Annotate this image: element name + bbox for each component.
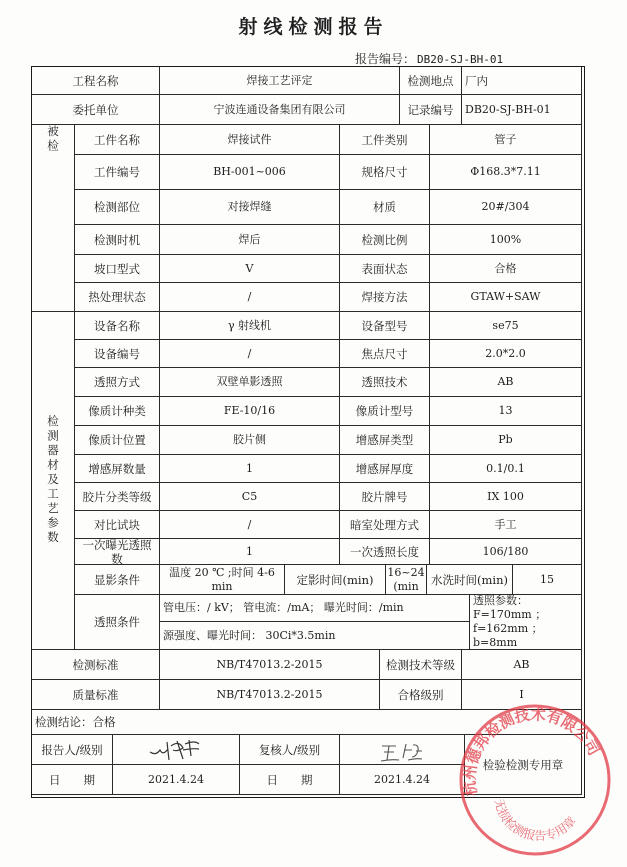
label-test-standard-text: 检测标准 (72, 657, 119, 672)
equipment-value (159, 482, 340, 511)
equipment-value-text: Pb (498, 433, 513, 446)
label-fix-time (284, 564, 386, 595)
equipment-value (159, 538, 340, 565)
equipment-value (429, 425, 582, 455)
label-reviewer-text: 复核人/级别 (258, 742, 321, 757)
equipment-value (429, 396, 582, 426)
seal-label-text: 检验检测专用章 (482, 757, 564, 772)
specimen-label (74, 189, 160, 225)
equipment-value-text: γ 射线机 (227, 318, 272, 332)
specimen-value-text: 20#/304 (481, 200, 530, 213)
equipment-label (339, 482, 430, 511)
specimen-value-text: GTAW+SAW (470, 290, 541, 303)
equipment-label-text: 像质计型号 (355, 404, 414, 418)
value-acceptance-grade (461, 679, 582, 710)
equipment-label (74, 396, 160, 426)
specimen-value (159, 282, 340, 312)
svg-text:杭州德邦检测技术有限公司: 杭州德邦检测技术有限公司 (460, 705, 604, 798)
report-number-label: 报告编号： (355, 52, 416, 66)
equipment-label (339, 510, 430, 539)
value-client (159, 94, 400, 125)
group-specimen (31, 124, 75, 312)
specimen-label (339, 282, 430, 312)
label-wash-time (426, 564, 513, 595)
equipment-label (339, 311, 430, 340)
specimen-value (159, 224, 340, 255)
specimen-label (74, 282, 160, 312)
equipment-value-text: 1 (246, 544, 253, 558)
specimen-label-text: 工件名称 (94, 132, 140, 147)
seal-label (464, 734, 582, 795)
value-exposure-tube-text: 管电压：/ kV； 管电流：/mA； 曝光时间：/min (163, 601, 404, 614)
equipment-value (159, 510, 340, 539)
equipment-label-text: 像质计位置 (88, 433, 146, 447)
label-quality-standard-text: 质量标准 (72, 687, 119, 702)
equipment-label (339, 538, 430, 565)
specimen-label-text: 工件类别 (361, 132, 408, 147)
equipment-label (74, 454, 160, 483)
equipment-value-text: 0.1/0.1 (486, 461, 525, 475)
specimen-label-text: 检测部位 (94, 200, 140, 214)
conclusion-text: 检测结论：合格 (35, 715, 116, 729)
specimen-value (159, 154, 340, 190)
value-exposure-source (159, 621, 470, 650)
equipment-label-text: 对比试块 (94, 517, 140, 532)
label-record-no (399, 94, 462, 125)
equipment-label (74, 482, 160, 511)
report-number-value: DB20-SJ-BH-01 (417, 53, 504, 66)
equipment-value-text: 1 (246, 461, 253, 475)
specimen-label (74, 224, 160, 255)
specimen-value-text: Φ168.3*7.11 (470, 165, 541, 178)
label-test-standard (31, 649, 160, 680)
value-exposure-params-text: 透照参数：F=170mm ； f=162mm ； b=8mm (473, 594, 547, 649)
value-test-standard-text: NB/T47013.2-2015 (216, 657, 323, 671)
equipment-label (74, 339, 160, 368)
label-fix-time-text: 定影时间(min) (296, 572, 374, 587)
specimen-label-text: 焊接方法 (361, 290, 408, 304)
specimen-value-text: 对接焊缝 (227, 200, 272, 213)
equipment-label-text: 暗室处理方式 (350, 517, 419, 532)
equipment-value-text: / (247, 346, 252, 360)
value-report-date (112, 764, 240, 795)
equipment-label (339, 425, 430, 455)
equipment-label-text: 一次曝光透照数 (82, 537, 152, 566)
specimen-value (429, 124, 582, 155)
label-report-date (31, 764, 113, 795)
label-client (31, 94, 160, 125)
specimen-value (429, 224, 582, 255)
value-record-no-text: DB20-SJ-BH-01 (465, 102, 551, 116)
label-quality-standard (31, 679, 160, 710)
specimen-label-text: 检测比例 (361, 232, 408, 247)
value-develop-condition-text: 温度 20 ℃ ;时间 4-6 min (169, 565, 275, 593)
value-exposure-tube (159, 594, 470, 622)
specimen-value (429, 189, 582, 225)
equipment-value (429, 367, 582, 397)
label-project-name-text: 工程名称 (72, 73, 119, 88)
group-equipment-text: 检测器材及工艺参数 (46, 415, 60, 546)
specimen-value-text: V (245, 261, 254, 275)
specimen-label-text: 检测时机 (94, 232, 140, 247)
label-project-name (31, 66, 160, 95)
equipment-value (159, 367, 340, 397)
equipment-value (159, 311, 340, 340)
value-fix-time (385, 564, 427, 595)
label-review-date-text: 日 期 (266, 772, 313, 787)
equipment-value (429, 454, 582, 483)
label-test-site-text: 检测地点 (407, 73, 454, 88)
equipment-label-text: 透照方式 (94, 375, 140, 389)
specimen-value (429, 282, 582, 312)
group-specimen-text: 被检 (46, 125, 60, 154)
value-test-standard (159, 649, 380, 680)
specimen-value-text: 焊接试件 (227, 132, 272, 146)
value-acceptance-grade-text: I (519, 687, 524, 701)
value-review-date-text: 2021.4.24 (374, 772, 430, 786)
label-wash-time-text: 水洗时间(min) (431, 572, 508, 587)
equipment-value (429, 482, 582, 511)
equipment-value (159, 396, 340, 426)
equipment-label-text: 一次透照长度 (350, 544, 419, 559)
specimen-value-text: BH-001~006 (213, 165, 286, 178)
specimen-value-text: 100% (489, 232, 522, 246)
specimen-label-text: 热处理状态 (88, 290, 146, 304)
value-test-site (461, 66, 582, 95)
equipment-label-text: 设备型号 (361, 318, 408, 333)
specimen-label-text: 材质 (373, 200, 396, 214)
specimen-label-text: 表面状态 (361, 261, 408, 276)
specimen-value (159, 124, 340, 155)
equipment-value-text: se75 (492, 318, 519, 332)
specimen-label-text: 工件编号 (94, 165, 140, 179)
label-develop-text: 显影条件 (94, 572, 140, 587)
value-quality-standard (159, 679, 380, 710)
label-exposure-text: 透照条件 (94, 615, 140, 629)
value-quality-standard-text: NB/T47013.2-2015 (216, 687, 323, 701)
value-develop-condition (159, 564, 285, 595)
equipment-label (74, 510, 160, 539)
equipment-value-text: AB (497, 375, 514, 388)
equipment-value (429, 339, 582, 368)
label-reviewer (239, 734, 340, 765)
specimen-label (339, 224, 430, 255)
value-project-name (159, 66, 400, 95)
equipment-value-text: 手工 (494, 517, 517, 531)
value-technique-grade-text: AB (513, 657, 530, 671)
label-reporter (31, 734, 113, 765)
label-technique-grade-text: 检测技术等级 (386, 657, 455, 672)
equipment-label-text: 增感屏类型 (355, 433, 414, 447)
report-title: 射线检测报告 (238, 16, 389, 38)
equipment-label (339, 367, 430, 397)
reviewer-signature-cell (339, 734, 465, 765)
specimen-label (74, 124, 160, 155)
conclusion (31, 709, 582, 735)
equipment-value (429, 311, 582, 340)
equipment-label (74, 425, 160, 455)
equipment-label (74, 538, 160, 565)
equipment-label (74, 367, 160, 397)
label-record-no-text: 记录编号 (407, 102, 454, 117)
svg-text:无损检测报告专用章: 无损检测报告专用章 (491, 797, 579, 844)
specimen-label-text: 规格尺寸 (361, 165, 408, 179)
reporter-signature-cell (112, 734, 240, 765)
value-test-site-text: 厂内 (465, 73, 488, 88)
label-develop (74, 564, 160, 595)
equipment-label-text: 透照技术 (361, 375, 408, 389)
equipment-label-text: 设备编号 (94, 346, 140, 361)
equipment-label-text: 胶片分类等级 (82, 489, 152, 504)
equipment-value-text: IX 100 (487, 489, 524, 503)
label-acceptance-grade (379, 679, 462, 710)
specimen-label (74, 154, 160, 190)
group-equipment (31, 311, 75, 650)
equipment-value-text: / (247, 517, 252, 531)
specimen-value (429, 154, 582, 190)
label-technique-grade (379, 649, 462, 680)
value-project-name-text: 焊接工艺评定 (246, 73, 313, 87)
value-report-date-text: 2021.4.24 (148, 772, 204, 786)
equipment-label-text: 胶片牌号 (361, 489, 408, 504)
equipment-label (339, 396, 430, 426)
specimen-label (339, 124, 430, 155)
equipment-value (429, 510, 582, 539)
label-client-text: 委托单位 (72, 102, 119, 117)
value-client-text: 宁波连通设备集团有限公司 (213, 102, 346, 116)
equipment-label (339, 339, 430, 368)
label-review-date (239, 764, 340, 795)
equipment-label-text: 增感屏数量 (88, 461, 146, 476)
value-exposure-params (469, 594, 582, 650)
value-exposure-source-text: 源强度、曝光时间： 30Ci*3.5min (163, 628, 336, 642)
equipment-value-text: 13 (498, 404, 513, 417)
equipment-value-text: C5 (241, 489, 258, 503)
specimen-value-text: / (247, 290, 252, 303)
specimen-value-text: 管子 (494, 132, 517, 146)
equipment-label-text: 像质计种类 (88, 404, 146, 418)
specimen-label (339, 154, 430, 190)
label-test-site (399, 66, 462, 95)
specimen-value (159, 189, 340, 225)
equipment-value-text: FE-10/16 (223, 404, 276, 417)
specimen-value (429, 254, 582, 283)
equipment-label-text: 增感屏厚度 (355, 461, 414, 476)
equipment-label-text: 焦点尺寸 (361, 346, 408, 361)
specimen-label (339, 254, 430, 283)
equipment-label (74, 311, 160, 340)
value-wash-time-text: 15 (540, 572, 554, 586)
specimen-label-text: 坡口型式 (94, 261, 140, 276)
specimen-value-text: 焊后 (238, 232, 261, 246)
equipment-value-text: 胶片侧 (233, 433, 266, 446)
label-reporter-text: 报告人/级别 (41, 742, 103, 757)
equipment-value (159, 454, 340, 483)
equipment-value-text: 双壁单影透照 (216, 375, 283, 388)
specimen-label (74, 254, 160, 283)
specimen-value (159, 254, 340, 283)
label-exposure (74, 594, 160, 650)
specimen-label (339, 189, 430, 225)
value-record-no (461, 94, 582, 125)
equipment-value (159, 425, 340, 455)
value-fix-time-text: 16~24 (min (387, 565, 425, 593)
equipment-value-text: 2.0*2.0 (485, 346, 526, 360)
specimen-value-text: 合格 (494, 261, 517, 275)
label-acceptance-grade-text: 合格级别 (397, 687, 444, 702)
equipment-label-text: 设备名称 (94, 318, 140, 333)
value-technique-grade (461, 649, 582, 680)
value-review-date (339, 764, 465, 795)
equipment-value (159, 339, 340, 368)
value-wash-time (512, 564, 582, 595)
equipment-value (429, 538, 582, 565)
label-report-date-text: 日 期 (49, 772, 95, 787)
equipment-value-text: 106/180 (482, 544, 529, 558)
equipment-label (339, 454, 430, 483)
